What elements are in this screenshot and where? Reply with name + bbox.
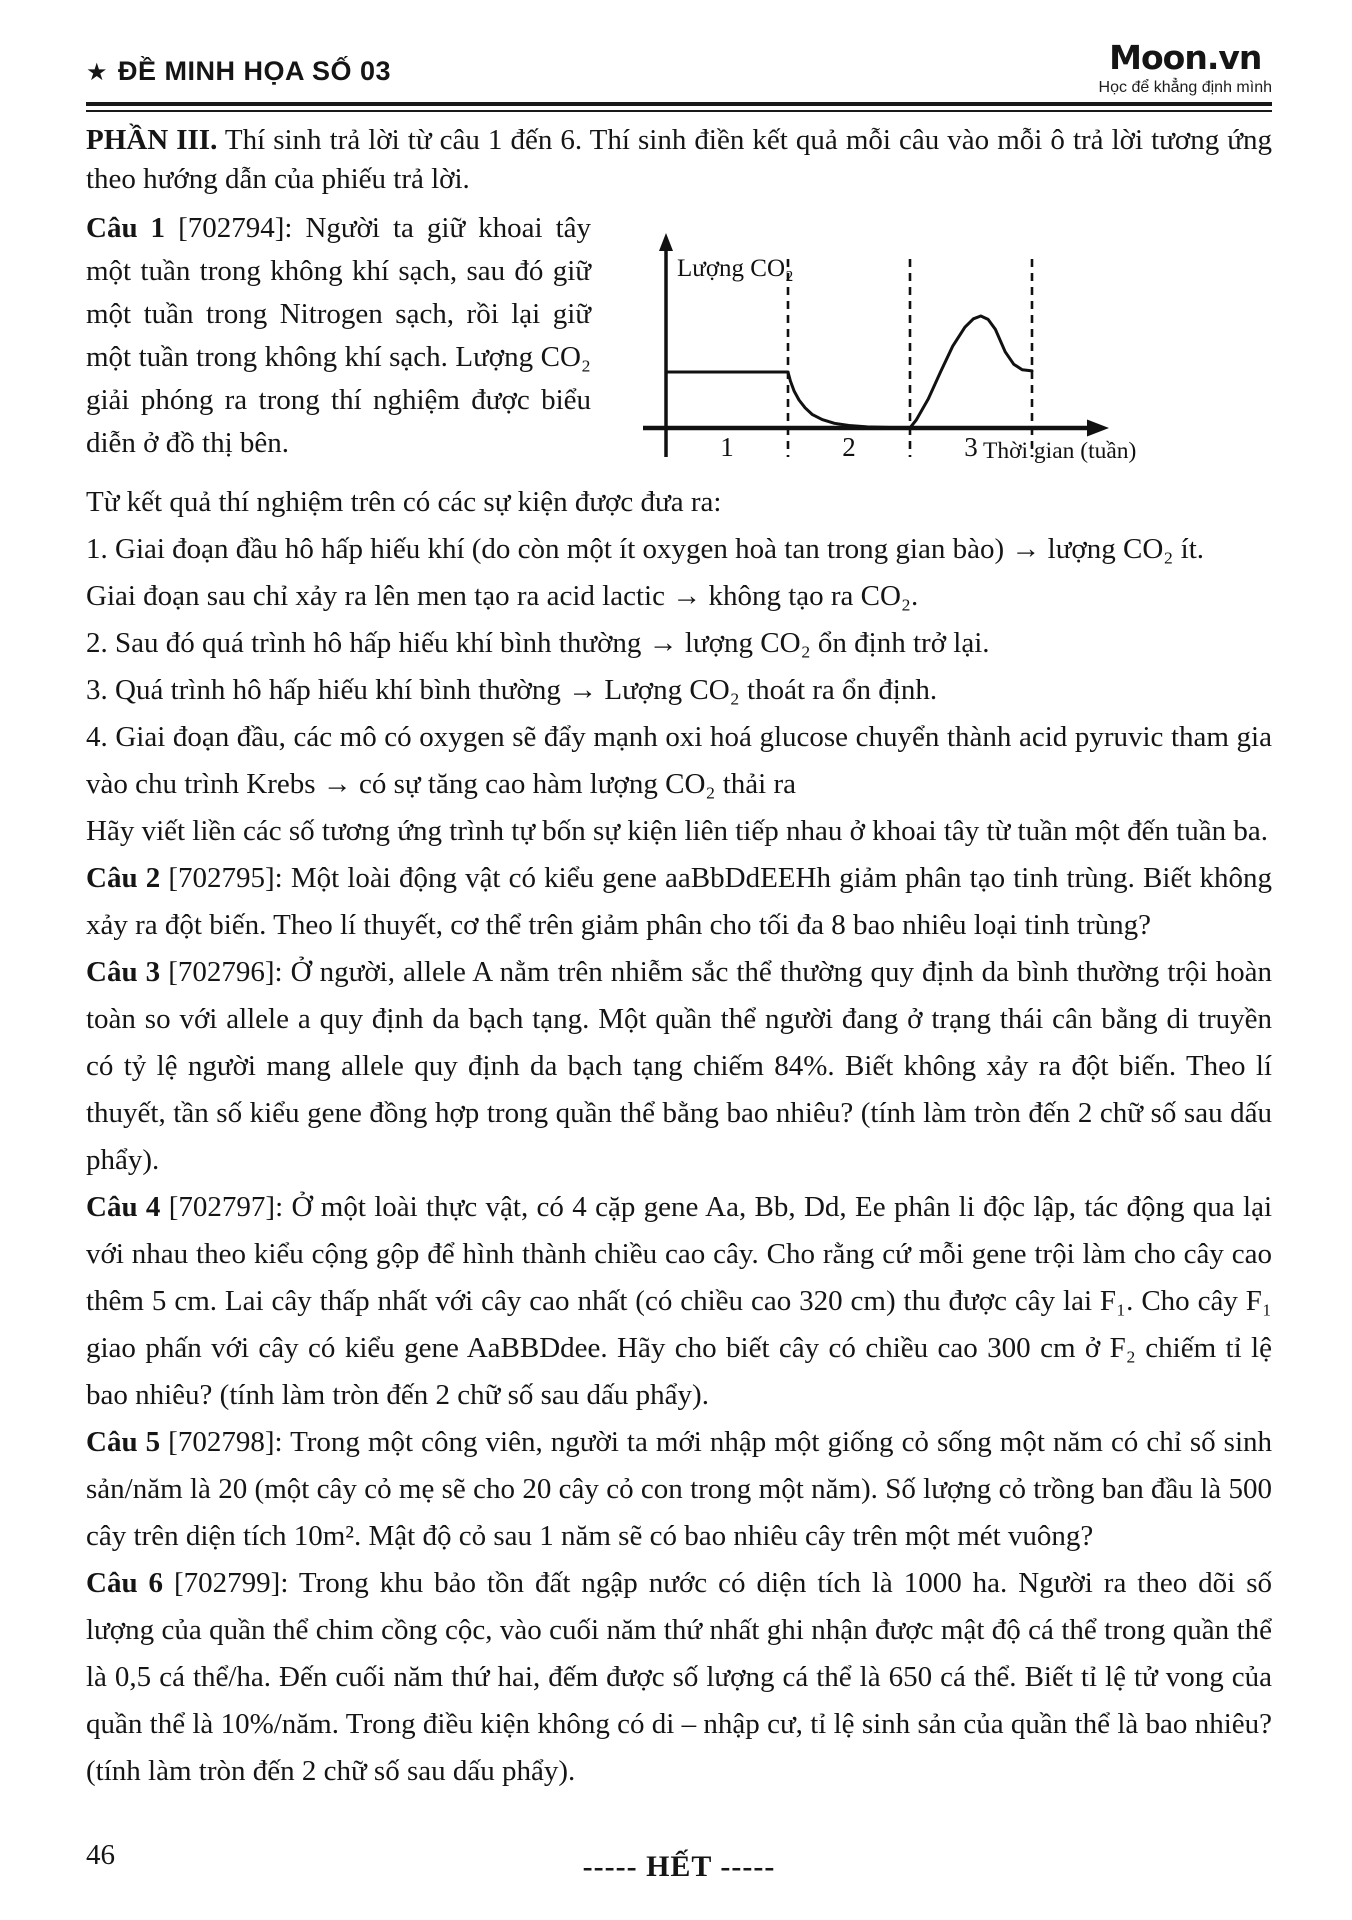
question-1-code: [702794]: xyxy=(178,211,293,244)
question-2-code: [702795]: xyxy=(168,861,283,894)
event-line-3: 2. Sau đó quá trình hô hấp hiếu khí bình thường → lượng CO₂ ổn định trở lại. xyxy=(86,626,990,659)
question-5-code: [702798]: xyxy=(168,1425,283,1458)
brand-logo: Moon.vn xyxy=(1109,38,1262,77)
question-5 xyxy=(86,1419,1272,1560)
svg-text:3: 3 xyxy=(964,431,978,462)
question-3 xyxy=(86,949,1272,1184)
question-4-label: Câu 4 xyxy=(86,1190,161,1223)
part3-intro xyxy=(86,121,1272,199)
brand-block xyxy=(1099,40,1272,97)
brand-slogan: Học để khẳng định mình xyxy=(1098,79,1272,97)
part3-intro-text: Thí sinh trả lời từ câu 1 đến 6. Thí sinh điền kết quả mỗi câu vào mỗi ô trả lời tương ứng theo hướng dẫn của phiếu trả lời. xyxy=(86,123,1272,195)
doc-title: ĐỀ MINH HỌA SỐ 03 xyxy=(118,56,392,86)
svg-text:1: 1 xyxy=(720,431,734,462)
question-3-code: [702796]: xyxy=(168,955,283,988)
question-3-body: Ở người, allele A nằm trên nhiễm sắc thể thường quy định da bình thường trội hoàn toàn so với allele a quy định da bạch tạng. Một quần thể người đang ở trạng thái cân bằng di truyền có tỷ lệ người mang allele quy định da bạch tạng chiếm 84%. Biết không xảy ra đột biến. Theo lí thuyết, tần số kiểu gene đồng hợp trong quần thể bằng bao nhiêu? (tính làm tròn đến 2 chữ số sau dấu phẩy). xyxy=(86,955,1273,1176)
question-5-label: Câu 5 xyxy=(86,1425,161,1458)
question-6-code: [702799]: xyxy=(174,1566,289,1599)
svg-text:Lượng CO₂: Lượng CO₂ xyxy=(677,254,794,282)
question-6-body: Trong khu bảo tồn đất ngập nước có diện tích là 1000 ha. Người ra theo dõi số lượng của quần thể chim cồng cộc, vào cuối năm thứ nhất ghi nhận được mật độ cá thể trong quần thể là 0,5 cá thể/ha. Đến cuối năm thứ hai, đếm được số lượng cá thể là 650 cá thể. Biết tỉ lệ tử vong của quần thể là 10%/năm. Trong điều kiện không có di – nhập cư, tỉ lệ sinh sản của quần thể là bao nhiêu? (tính làm tròn đến 2 chữ số sau dấu phẩy). xyxy=(86,1566,1272,1787)
question-3-label: Câu 3 xyxy=(86,955,161,988)
question-1-task: Hãy viết liền các số tương ứng trình tự bốn sự kiện liên tiếp nhau ở khoai tây từ tuần một đến tuần ba. xyxy=(86,814,1269,847)
event-line-2: Giai đoạn sau chỉ xảy ra lên men tạo ra acid lactic → không tạo ra CO₂. xyxy=(86,579,919,612)
event-line-1: 1. Giai đoạn đầu hô hấp hiếu khí (do còn một ít oxygen hoà tan trong gian bào) → lượng CO₂ ít. xyxy=(86,532,1205,565)
star-icon: ★ xyxy=(86,59,109,86)
question-6-label: Câu 6 xyxy=(86,1566,164,1599)
event-line-4: 3. Quá trình hô hấp hiếu khí bình thường → Lượng CO₂ thoát ra ổn định. xyxy=(86,673,938,706)
question-2-label: Câu 2 xyxy=(86,861,161,894)
question-1-text xyxy=(86,207,591,477)
question-4 xyxy=(86,1184,1272,1419)
question-1-label: Câu 1 xyxy=(86,211,166,244)
question-5-body: Trong một công viên, người ta mới nhập một giống cỏ sống một năm có chỉ số sinh sản/năm là 20 (một cây cỏ mẹ sẽ cho 20 cây cỏ con trong một năm). Số lượng cỏ trồng ban đầu là 500 cây trên diện tích 10m². Mật độ cỏ sau 1 năm sẽ có bao nhiêu cây trên một mét vuông? xyxy=(86,1425,1272,1552)
event-line-5: 4. Giai đoạn đầu, các mô có oxygen sẽ đẩy mạnh oxi hoá glucose chuyển thành acid pyruvic tham gia vào chu trình Krebs → có sự tăng cao hàm lượng CO₂ thải ra xyxy=(86,720,1272,800)
question-6 xyxy=(86,1560,1272,1795)
question-1-lead-in: Từ kết quả thí nghiệm trên có các sự kiện được đưa ra: xyxy=(86,485,722,518)
question-1-row xyxy=(86,207,1272,477)
page-header xyxy=(86,40,1272,97)
question-4-code: [702797]: xyxy=(168,1190,284,1223)
header-divider xyxy=(86,102,1272,112)
question-2 xyxy=(86,855,1272,949)
question-4-body: Ở một loài thực vật, có 4 cặp gene Aa, Bb, Dd, Ee phân li độc lập, tác động qua lại với nhau theo kiểu cộng gộp để hình thành chiều cao cây. Cho rằng cứ mỗi gene trội làm cho cây cao thêm 5 cm. Lai cây thấp nhất với cây cao nhất (có chiều cao 320 cm) thu được cây lai F₁. Cho cây F₁ giao phấn với cây có kiểu gene AaBBDdee. Hãy cho biết cây có chiều cao 300 cm ở F₂ chiếm tỉ lệ bao nhiêu? (tính làm tròn đến 2 chữ số sau dấu phẩy). xyxy=(86,1190,1273,1411)
page-number: 46 xyxy=(86,1839,115,1871)
question-1-body: Người ta giữ khoai tây một tuần trong không khí sạch, sau đó giữ một tuần trong Nitrogen sạch, rồi lại giữ một tuần trong không khí sạch. Lượng CO₂ giải phóng ra trong thí nghiệm được biểu diễn ở đồ thị bên. xyxy=(86,211,592,459)
co2-chart-svg xyxy=(641,229,1146,469)
part3-heading: PHẦN III. xyxy=(86,123,218,156)
co2-chart xyxy=(641,229,1146,477)
doc-title-block xyxy=(86,40,391,87)
question-2-body: Một loài động vật có kiểu gene aaBbDdEEHh giảm phân tạo tinh trùng. Biết không xảy ra đột biến. Theo lí thuyết, cơ thể trên giảm phân cho tối đa 8 bao nhiêu loại tinh trùng? xyxy=(86,861,1273,941)
end-mark: ----- HẾT ----- xyxy=(582,1849,776,1883)
svg-text:Thời gian (tuần): Thời gian (tuần) xyxy=(983,437,1137,464)
svg-text:2: 2 xyxy=(842,431,856,462)
